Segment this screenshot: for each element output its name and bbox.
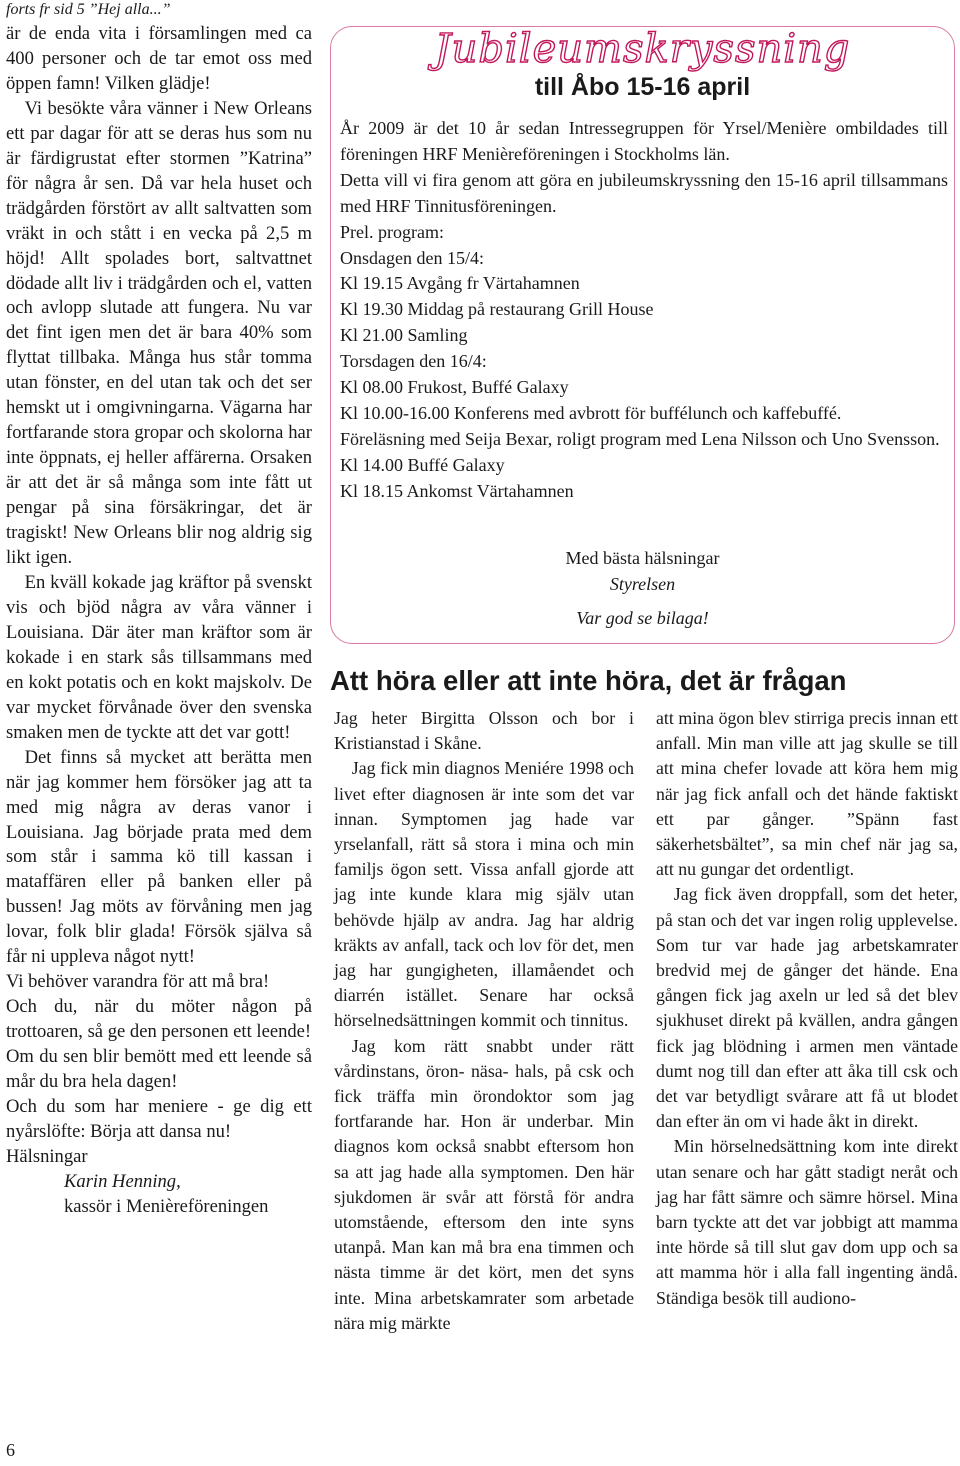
left-paragraph: Hälsningar	[6, 1145, 88, 1167]
program-line: Onsdagen den 15/4:	[340, 247, 484, 268]
program-line: Kl 10.00-16.00 Konferens med avbrott för buffélunch och kaffebuffé.	[340, 402, 842, 423]
left-column	[6, 0, 312, 1220]
signature-name: Karin Henning,	[64, 1170, 181, 1192]
continued-from-label: forts fr sid 5 ”Hej alla...”	[6, 1, 171, 18]
left-paragraph: är de enda vita i församlingen med ca 400 personer och de tar emot oss med öppen famn! Vilken glädje!	[6, 23, 312, 94]
article-headline: Att höra eller att inte höra, det är frågan	[330, 665, 847, 696]
left-paragraphs	[6, 22, 312, 1170]
cruise-title: Jubileumskryssning	[434, 26, 851, 72]
cruise-program	[340, 116, 948, 505]
left-paragraph: En kväll kokade jag kräftor på svenskt vis och bjöd några av våra vänner i Louisiana. Där äter man kräftor som är kokade i en stark sås tillsammans med en kokt potatis och en kokt majskolv. De var mycket förvånade över den svenska smaken men de tyckte att det var gott!	[6, 571, 312, 743]
program-line: Prel. program:	[340, 221, 444, 242]
left-paragraph: Och du, när du möter någon på trottoaren, så ge den personen ett leende!	[6, 996, 312, 1043]
program-line: Torsdagen den 16/4:	[340, 351, 487, 372]
signature-role: kassör i Menièreföreningen	[64, 1195, 269, 1217]
program-line: År 2009 är det 10 år sedan Intressegruppen för Yrsel/Menière ombildades till föreningen HRF Menièreföreningen i Stockholms län.	[340, 118, 948, 164]
program-line: Föreläsning med Seija Bexar, roligt program med Lena Nilsson och Uno Svensson.	[340, 428, 940, 449]
page-number: 6	[6, 1440, 15, 1460]
article-paragraph: Jag kom rätt snabbt under rätt vårdinstans, öron- näsa- hals, på csk och fick träffa min örondoktor som jag fortfarande har. Hon är underbar. Min diagnos kom också snabbt eftersom hon sa att jag hade alla symptomen. Den här sjukdomen är svår att förstå för andra utomstående, eftersom den inte syns utanpå. Man kan må bra ena timmen och nästa timme är det kört, men det syns inte. Mina arbetskamrater som arbetade nära mig märkte	[334, 1035, 634, 1333]
article-paragraph: Min hörselnedsättning kom inte direkt utan senare och har gått stadigt neråt och jag har fått sämre och sämre hörsel. Mina barn tyckte att det var jobbigt att mamma inte hörde så till slut gav dom upp och sa att mamma hör i alla fall ingenting ändå. Ständiga besök till audiono-	[656, 1136, 958, 1308]
greeting-text: Med bästa hälsningar	[565, 548, 720, 568]
article-paragraph: Jag fick även droppfall, som det heter, på stan och det var ingen rolig upplevelse. Som tur var hade jag arbetskamrater bredvid mej de gånger det hände. Ena gången fick jag axeln ur led så det blev sjukhuset direkt på kvällen, andra gången fick jag blödning i armen men väntade dumt nog till dan efter att åka till csk och det var betydligt svårare att få ut blodet dan efter än om vi hade åkt in direkt.	[656, 884, 958, 1132]
program-line: Detta vill vi fira genom att göra en jubileumskryssning den 15-16 april tillsammans med HRF Tinnitusföreningen.	[340, 169, 948, 216]
sender-text: Styrelsen	[609, 574, 676, 594]
article-paragraph: att mina ögon blev stirriga precis innan ett anfall. Min man ville att jag skulle se till att mina chefer lovade att köra hem mig när jag fick anfall och det hände faktiskt ett par gånger. ”Spänn fast säkerhetsbältet”, sa min chef när jag sa, att nu gungar det ordentligt.	[656, 708, 958, 880]
program-line: Kl 19.15 Avgång fr Värtahamnen	[340, 273, 580, 294]
article-column-2	[656, 706, 958, 1311]
article-paragraph: Jag heter Birgitta Olsson och bor i Kristianstad i Skåne.	[334, 708, 634, 754]
left-paragraph: Vi besökte våra vänner i New Orleans ett par dagar för att se deras hus som nu är färdigrustat efter stormen ”Katrina” för några år sen. Då var hela huset och trädgården förstört av allt saltvatten som vräkt in och stått i en vecka på 2,5 m höjd! Allt spolades bort, saltvattnet dödade allt liv i trädgården och el, vatten och avlopp slutade att fungera. Nu var det fint igen men det är bara 40% som flyttat tillbaka. Många hus står tomma utan fönster, en del utan tak och det ser hemskt ut i omgivningarna. Vägarna har fortfarande stora gropar och skolorna har inte öppnats, ej heller affärerna. Orsaken är att det är så många som inte fått ut pengar på sina försäkringar, det är tragiskt! New Orleans blir nog aldrig sig likt igen.	[6, 97, 312, 569]
left-paragraph: Det finns så mycket att berätta men när jag kommer hem försöker jag att ta med mig några av deras vanor i Louisiana. Jag började prata med dem som står i samma kö till kassan i mataffären eller på banken eller på bussen! Jag möts av förvåning men jag lovar, folk blir glada! Försök själva så får ni uppleva något nytt!	[6, 746, 312, 968]
program-line: Kl 18.15 Ankomst Värtahamnen	[340, 480, 574, 501]
program-line: Kl 21.00 Samling	[340, 325, 468, 346]
attachment-note: Var god se bilaga!	[576, 608, 709, 628]
article-paragraph: Jag fick min diagnos Meniére 1998 och livet efter diagnosen är inte som det var innan. Symptomen jag hade var yrselanfall, rätt så stora i mina och min familjs ögon sett. Vissa anfall gjorde att jag inte kunde klara mig själv utan behövde hjälp av andra. Jag har aldrig kräkts av anfall, tack och lov för det, men jag har gungigheten, illamåendet och diarrén istället. Senare har också hörselnedsättningen kommit och tinnitus.	[334, 758, 634, 1031]
left-paragraph: Vi behöver varandra för att må bra!	[6, 971, 270, 993]
cruise-greeting	[330, 545, 955, 597]
left-paragraph: Om du sen blir bemött med ett leende så mår du bra hela dagen!	[6, 1046, 312, 1093]
left-paragraph: Och du som har meniere - ge dig ett nyårslöfte: Börja att dansa nu!	[6, 1095, 312, 1142]
program-line: Kl 08.00 Frukost, Buffé Galaxy	[340, 377, 569, 398]
article-column-1	[334, 706, 634, 1336]
program-line: Kl 14.00 Buffé Galaxy	[340, 454, 505, 475]
program-line: Kl 19.30 Middag på restaurang Grill House	[340, 299, 654, 320]
cruise-subtitle: till Åbo 15-16 april	[534, 73, 751, 101]
